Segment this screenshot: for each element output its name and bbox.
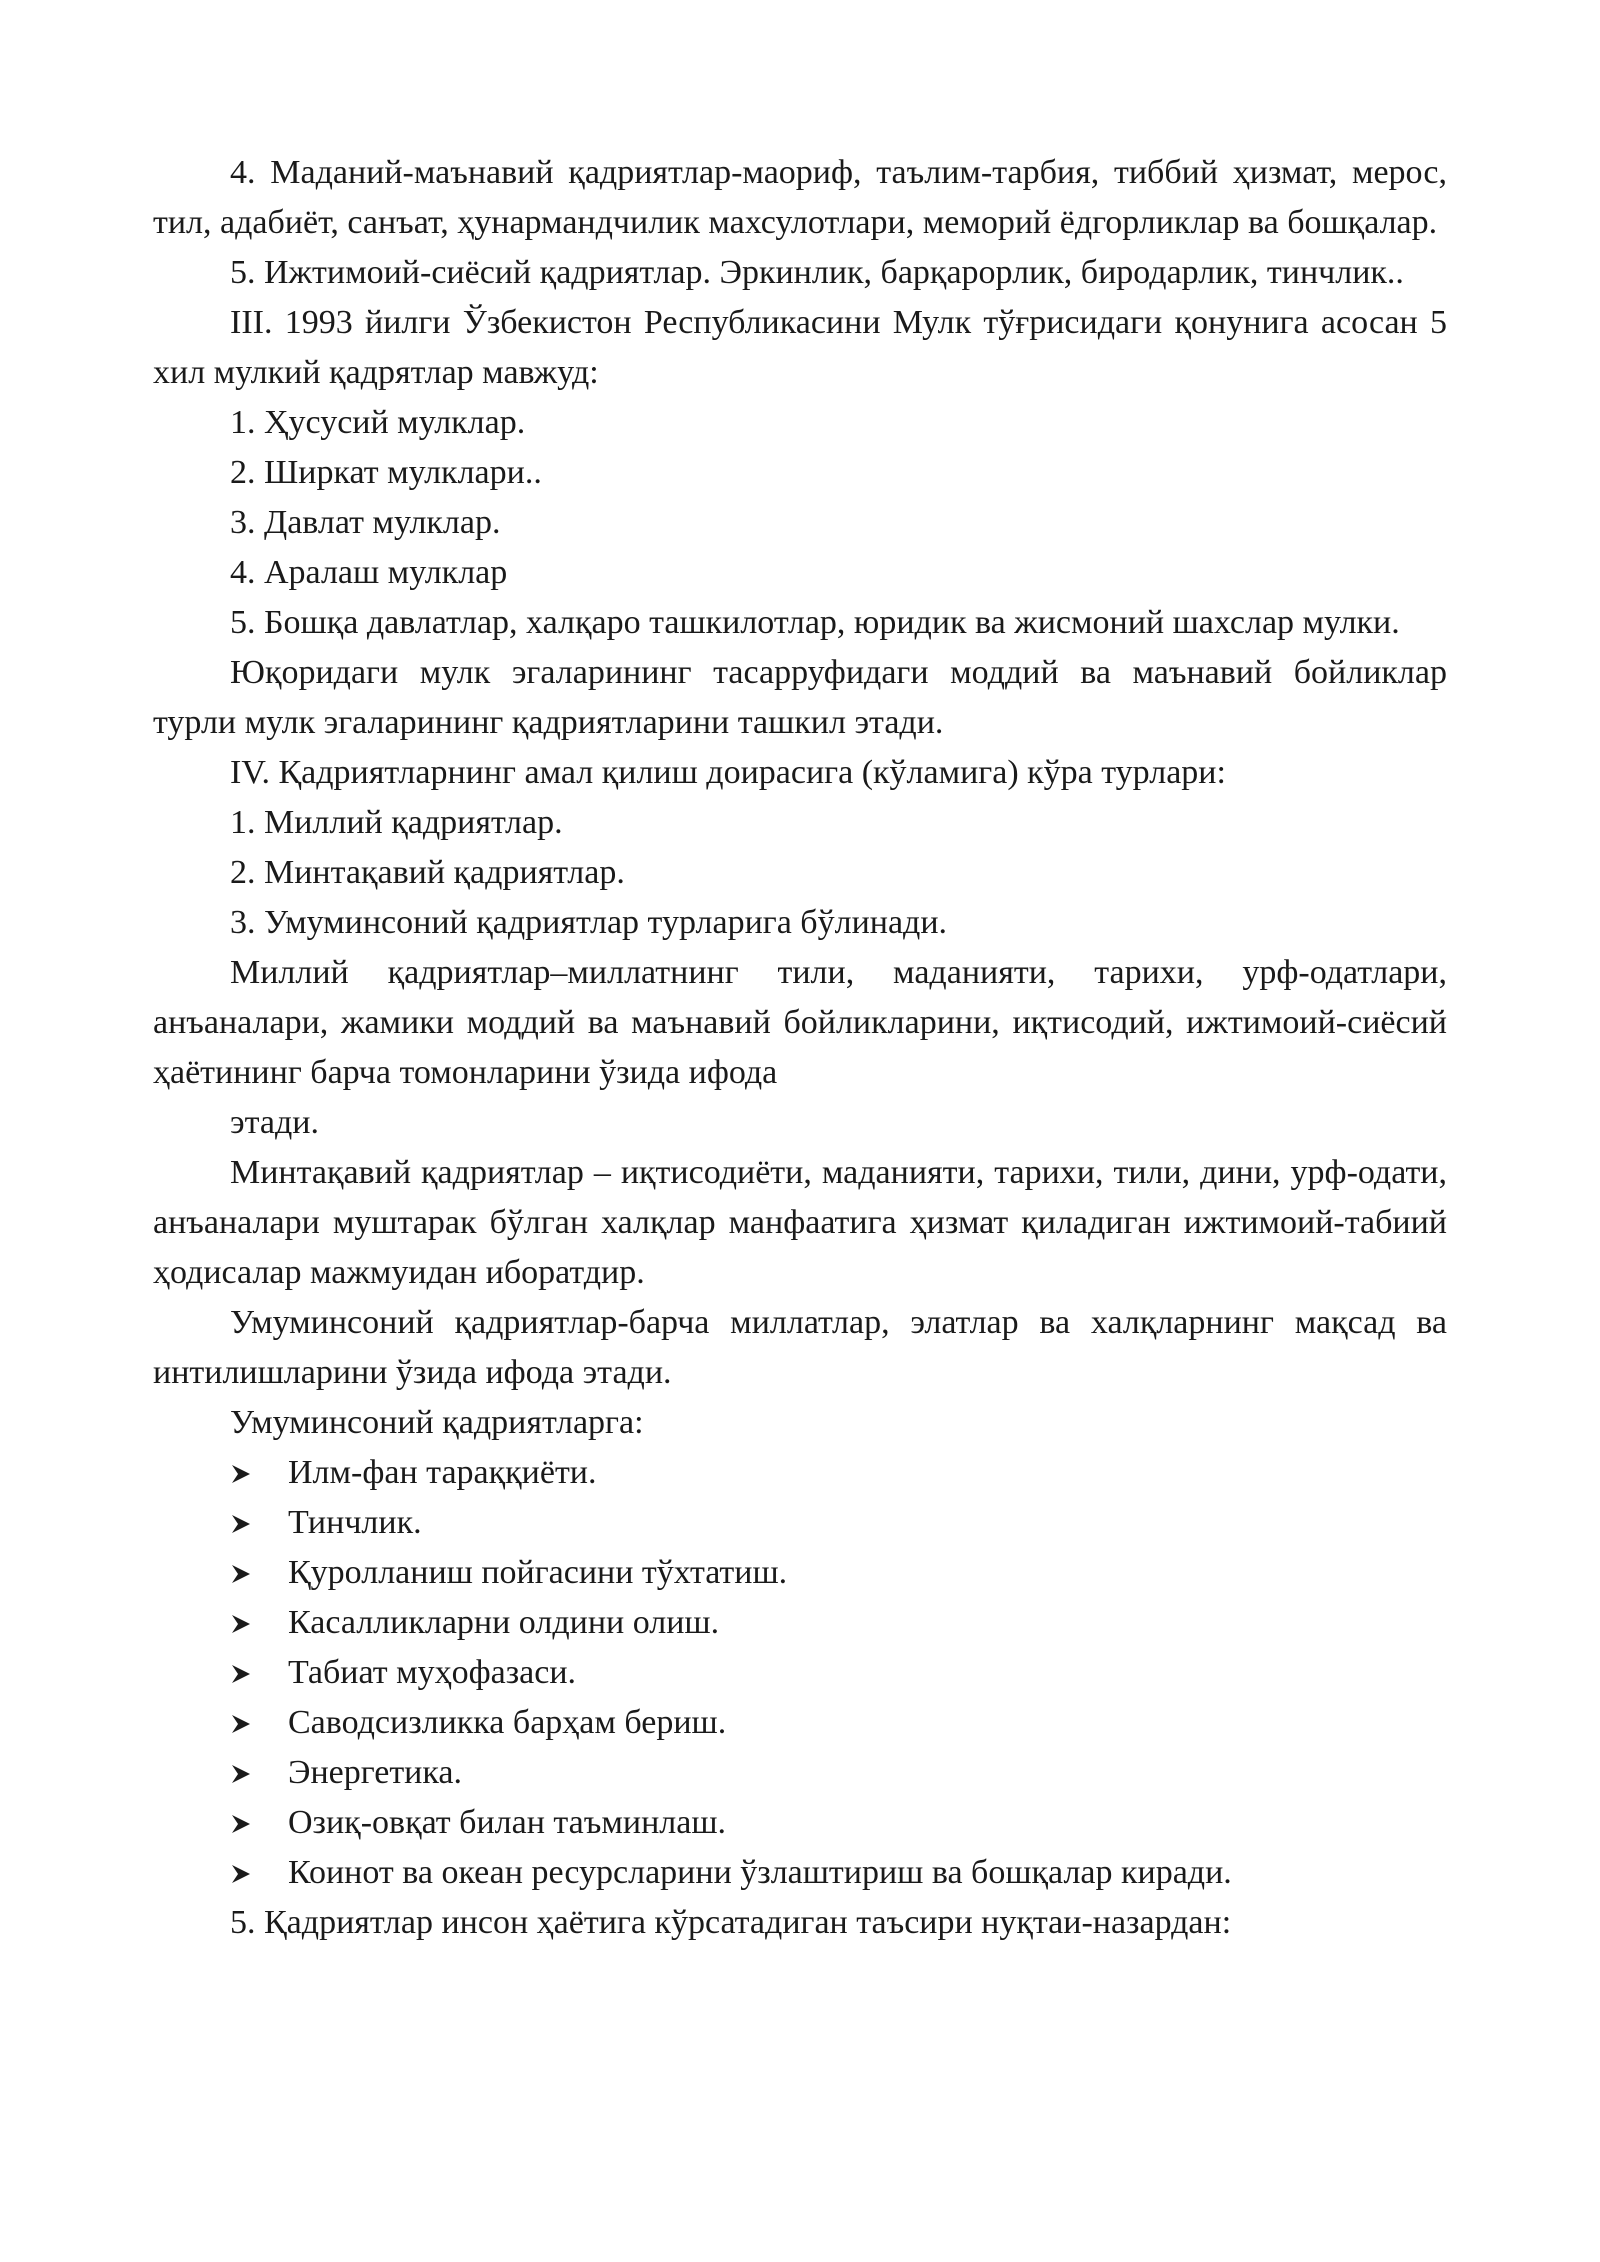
list-item-mixed-property: 4. Аралаш мулклар <box>230 554 508 591</box>
document-page <box>153 148 1447 1948</box>
list-item: Касалликларни олдини олиш. <box>153 1598 1447 1648</box>
list-item: Илм-фан тараққиёти. <box>153 1448 1447 1498</box>
list-item-regional-values: 2. Минтақавий қадриятлар. <box>230 854 625 891</box>
list-item-cooperative-property: 2. Ширкат мулклари.. <box>230 454 542 491</box>
list-item: Қуролланиш пойгасини тўхтатиш. <box>153 1548 1447 1598</box>
list-item: Тинчлик. <box>153 1498 1447 1548</box>
list-item-private-property: 1. Ҳусусий мулклар. <box>230 404 526 441</box>
list-item: Коинот ва океан ресурсларини ўзлаштириш ва бошқалар киради. <box>153 1848 1447 1898</box>
paragraph-scope-types: IV. Қадриятларнинг амал қилиш доирасига (кўламига) кўра турлари: <box>230 754 1226 791</box>
list-item-state-property: 3. Давлат мулклар. <box>230 504 501 541</box>
paragraph-socio-political-values: 5. Ижтимоий-сиёсий қадриятлар. Эркинлик, барқарорлик, биродарлик, тинчлик.. <box>230 254 1404 291</box>
paragraph-impact-classification: 5. Қадриятлар инсон ҳаётига кўрсатадиган таъсири нуқтаи-назардан: <box>230 1904 1232 1941</box>
list-item: Саводсизликка барҳам бериш. <box>153 1698 1447 1748</box>
arrowhead-bullet-icon <box>230 1648 288 1698</box>
arrowhead-bullet-icon <box>230 1598 288 1648</box>
paragraph-universal-values-definition: Умуминсоний қадриятлар-барча миллатлар, элатлар ва халқларнинг мақсад ва интилишларини ўзида ифода этади. <box>153 1304 1447 1391</box>
arrowhead-bullet-icon <box>230 1748 288 1798</box>
list-item: Табиат муҳофазаси. <box>153 1648 1447 1698</box>
arrowhead-bullet-icon <box>230 1698 288 1748</box>
bullet-list <box>153 1448 1447 1898</box>
paragraph-regional-values-definition: Минтақавий қадриятлар – иқтисодиёти, маданияти, тарихи, тили, дини, урф-одати, анъаналари муштарак бўлган халқлар манфаатига ҳизмат қиладиган ижтимоий-табиий ҳодисалар мажмуидан иборатдир. <box>153 1154 1447 1291</box>
arrowhead-bullet-icon <box>230 1548 288 1598</box>
paragraph-property-owners: Юқоридаги мулк эгаларининг тасарруфидаги моддий ва маънавий бойликлар турли мулк эгаларининг қадриятларини ташкил этади. <box>153 654 1447 741</box>
list-item-national-values: 1. Миллий қадриятлар. <box>230 804 563 841</box>
paragraph-universal-values-intro: Умуминсоний қадриятларга: <box>230 1404 644 1441</box>
list-item: Озиқ-овқат билан таъминлаш. <box>153 1798 1447 1848</box>
arrowhead-bullet-icon <box>230 1798 288 1848</box>
arrowhead-bullet-icon <box>230 1848 288 1898</box>
list-item-foreign-property: 5. Бошқа давлатлар, халқаро ташкилотлар, юридик ва жисмоний шахслар мулки. <box>230 604 1400 641</box>
paragraph-cultural-values: 4. Маданий-маънавий қадриятлар-маориф, таълим-тарбия, тиббий ҳизмат, мерос, тил, адабиёт, санъат, ҳунармандчилик махсулотлари, меморий ёдгорликлар ва бошқалар. <box>153 154 1447 241</box>
arrowhead-bullet-icon <box>230 1498 288 1548</box>
arrowhead-bullet-icon <box>230 1448 288 1498</box>
list-item: Энергетика. <box>153 1748 1447 1798</box>
paragraph-continuation: этади. <box>230 1104 319 1141</box>
paragraph-national-values-definition: Миллий қадриятлар–миллатнинг тили, маданияти, тарихи, урф-одатлари, анъаналари, жамики моддий ва маънавий бойликларини, иқтисодий, ижтимоий-сиёсий ҳаётининг барча томонларини ўзида ифода <box>153 954 1447 1091</box>
list-item-universal-values: 3. Умуминсоний қадриятлар турларига бўлинади. <box>230 904 948 941</box>
paragraph-property-law: III. 1993 йилги Ўзбекистон Республикасини Мулк тўғрисидаги қонунига асосан 5 хил мулкий қадрятлар мавжуд: <box>153 304 1447 391</box>
